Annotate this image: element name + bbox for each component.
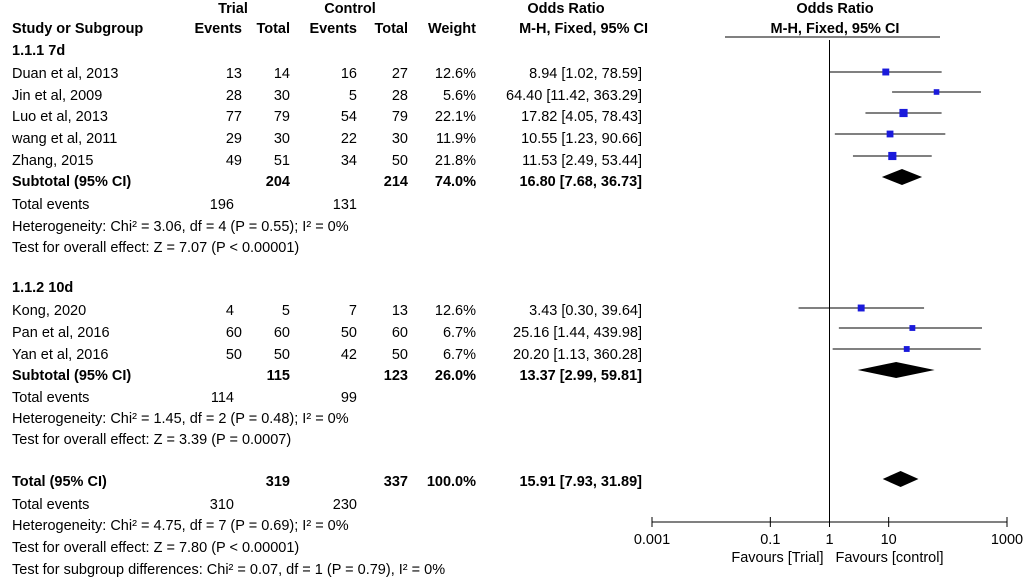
trial-group-header: Trial	[218, 1, 248, 17]
control-events: 7	[348, 303, 357, 319]
x-tick-label: 0.1	[760, 532, 781, 548]
trial-total: 5	[281, 303, 290, 319]
pooled-diamond	[883, 471, 919, 487]
weight: 26.0%	[434, 368, 476, 384]
favours-trial-label: Favours [Trial]	[731, 550, 824, 566]
trial-total: 115	[266, 368, 290, 384]
odds-ratio-ci: 20.20 [1.13, 360.28]	[513, 347, 642, 363]
trial-total: 204	[265, 174, 290, 190]
odds-ratio-ci: 17.82 [4.05, 78.43]	[521, 109, 642, 125]
subgroup-title: 1.1.2 10d	[12, 280, 74, 296]
odds-ratio-ci: 11.53 [2.49, 53.44]	[522, 153, 642, 169]
odds-ratio-ci: 13.37 [2.99, 59.81]	[519, 368, 642, 384]
x-tick-label: 1000	[990, 532, 1024, 548]
odds-ratio-ci: 25.16 [1.44, 439.98]	[513, 325, 642, 341]
control-events: 54	[340, 109, 357, 125]
favours-control-label: Favours [control]	[835, 550, 944, 566]
pooled-diamond	[858, 362, 935, 378]
trial-events: 310	[209, 497, 234, 513]
weight: 12.6%	[434, 303, 476, 319]
odds-ratio-ci: 8.94 [1.02, 78.59]	[529, 66, 642, 82]
control-total: 50	[391, 153, 408, 169]
x-tick-label: 1	[825, 532, 834, 548]
weight: 6.7%	[442, 325, 476, 341]
control-events: 230	[332, 497, 357, 513]
control-events: 5	[348, 88, 357, 104]
study-name: Yan et al, 2016	[12, 347, 109, 363]
trial-total: 319	[265, 474, 290, 490]
control-events: 22	[340, 131, 357, 147]
trial-events: 49	[225, 153, 242, 169]
subtotal-label: Subtotal (95% CI)	[12, 174, 132, 190]
study-point	[888, 152, 896, 160]
trial-total: 30	[273, 131, 290, 147]
control-events: 34	[340, 153, 357, 169]
control-total: 27	[391, 66, 408, 82]
weight-header: Weight	[427, 21, 476, 37]
total-events-label: Total events	[12, 497, 90, 513]
trial-events: 114	[210, 390, 234, 406]
control-total: 30	[391, 131, 408, 147]
plot-method-header: M-H, Fixed, 95% CI	[770, 21, 900, 37]
study-name: Luo et al, 2013	[12, 109, 108, 125]
x-tick-label: 10	[880, 532, 897, 548]
weight: 5.6%	[442, 88, 476, 104]
trial-events: 50	[225, 347, 242, 363]
study-name: Zhang, 2015	[12, 153, 94, 169]
study-point	[887, 131, 894, 138]
weight: 100.0%	[426, 474, 476, 490]
study-point	[904, 346, 910, 352]
pooled-diamond	[882, 169, 922, 185]
odds-ratio-ci: 3.43 [0.30, 39.64]	[529, 303, 642, 319]
trial-events: 28	[225, 88, 242, 104]
weight: 22.1%	[434, 109, 476, 125]
control-group-header: Control	[324, 1, 376, 17]
study-name: wang et al, 2011	[12, 131, 118, 147]
trial-total: 79	[273, 109, 290, 125]
subtotal-label: Subtotal (95% CI)	[12, 368, 132, 384]
odds-ratio-ci: 10.55 [1.23, 90.66]	[521, 131, 642, 147]
heterogeneity-text: Heterogeneity: Chi² = 1.45, df = 2 (P = 0.48); I² = 0%	[12, 411, 349, 427]
control-events-header: Events	[309, 21, 357, 37]
overall-effect-text: Test for overall effect: Z = 3.39 (P = 0.0007)	[12, 432, 292, 448]
weight: 6.7%	[442, 347, 476, 363]
overall-effect-text: Test for overall effect: Z = 7.80 (P < 0.00001)	[12, 540, 300, 556]
trial-events: 13	[225, 66, 242, 82]
odds-ratio-ci: 15.91 [7.93, 31.89]	[519, 474, 642, 490]
odds-ratio-group-header: Odds Ratio	[527, 1, 605, 17]
study-point	[882, 69, 889, 76]
weight: 11.9%	[435, 131, 476, 147]
trial-total: 50	[273, 347, 290, 363]
control-total: 214	[383, 174, 408, 190]
trial-total: 60	[273, 325, 290, 341]
or-method-header: M-H, Fixed, 95% CI	[519, 21, 648, 37]
total-events-label: Total events	[12, 197, 90, 213]
weight: 21.8%	[434, 153, 476, 169]
trial-events: 196	[209, 197, 234, 213]
control-events: 50	[340, 325, 357, 341]
control-events: 131	[332, 197, 357, 213]
x-tick-label: 0.001	[633, 532, 671, 548]
total-label: Total (95% CI)	[12, 474, 107, 490]
heterogeneity-text: Heterogeneity: Chi² = 4.75, df = 7 (P = 0.69); I² = 0%	[12, 518, 349, 534]
study-column-header: Study or Subgroup	[12, 21, 144, 37]
subgroup-title: 1.1.1 7d	[12, 43, 66, 59]
study-point	[899, 109, 907, 117]
control-total: 13	[391, 303, 408, 319]
control-total: 50	[391, 347, 408, 363]
control-events: 16	[340, 66, 357, 82]
study-name: Kong, 2020	[12, 303, 87, 319]
trial-events: 60	[225, 325, 242, 341]
study-name: Pan et al, 2016	[12, 325, 110, 341]
total-events-label: Total events	[12, 390, 90, 406]
study-point	[909, 325, 915, 331]
subgroup-differences-text: Test for subgroup differences: Chi² = 0.07, df = 1 (P = 0.79), I² = 0%	[12, 562, 446, 578]
overall-effect-text: Test for overall effect: Z = 7.07 (P < 0.00001)	[12, 240, 300, 256]
study-name: Duan et al, 2013	[12, 66, 119, 82]
trial-total: 51	[273, 153, 290, 169]
trial-events: 4	[225, 303, 234, 319]
study-point	[934, 89, 940, 95]
plot-group-header: Odds Ratio	[796, 1, 874, 17]
trial-events: 77	[225, 109, 242, 125]
study-name: Jin et al, 2009	[12, 88, 103, 104]
odds-ratio-ci: 16.80 [7.68, 36.73]	[519, 174, 642, 190]
odds-ratio-ci: 64.40 [11.42, 363.29]	[506, 88, 642, 104]
control-total: 123	[383, 368, 408, 384]
trial-total: 14	[273, 66, 290, 82]
control-total-header: Total	[374, 21, 408, 37]
trial-events: 29	[225, 131, 242, 147]
control-total: 337	[383, 474, 408, 490]
trial-total-header: Total	[256, 21, 290, 37]
weight: 74.0%	[434, 174, 476, 190]
control-events: 99	[340, 390, 357, 406]
study-point	[858, 305, 865, 312]
heterogeneity-text: Heterogeneity: Chi² = 3.06, df = 4 (P = 0.55); I² = 0%	[12, 219, 349, 235]
weight: 12.6%	[434, 66, 476, 82]
control-total: 60	[391, 325, 408, 341]
trial-events-header: Events	[194, 21, 242, 37]
control-total: 28	[391, 88, 408, 104]
control-total: 79	[391, 109, 408, 125]
control-events: 42	[340, 347, 357, 363]
trial-total: 30	[273, 88, 290, 104]
